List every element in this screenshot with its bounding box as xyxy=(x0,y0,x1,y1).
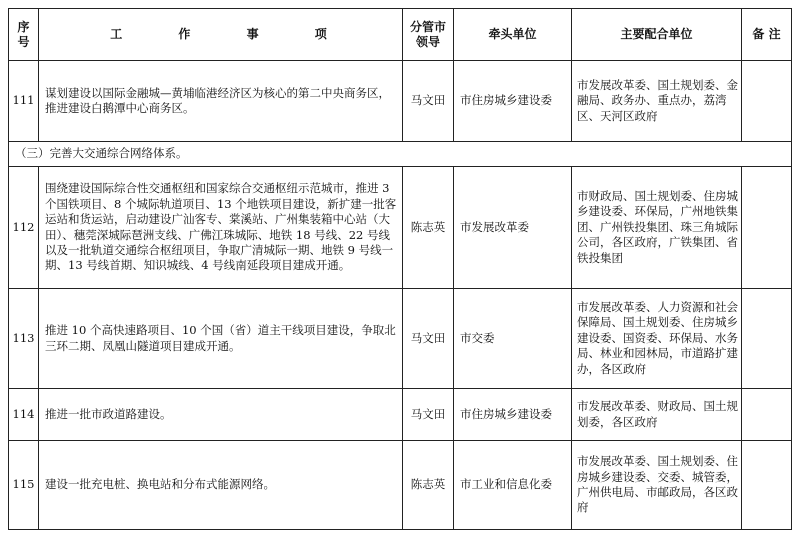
row-partners: 市发展改革委、国土规划委、住房城乡建设委、交委、城管委，广州供电局、市邮政局，各区政府 xyxy=(572,441,742,530)
row-lead-unit: 市发展改革委 xyxy=(454,167,572,289)
row-partners: 市财政局、国土规划委、住房城乡建设委、环保局，广州地铁集团、广州铁投集团、珠三角城际公司，各区政府，广铁集团、省铁投集团 xyxy=(572,167,742,289)
row-remark xyxy=(742,61,792,142)
section-title: （三）完善大交通综合网络体系。 xyxy=(9,142,792,167)
table-row xyxy=(9,289,792,389)
header-item: 工 作 事 项 xyxy=(39,9,403,61)
task-table xyxy=(8,8,792,530)
header-leader: 分管市领导 xyxy=(403,9,454,61)
row-item: 推进一批市政道路建设。 xyxy=(39,389,403,441)
header-no: 序号 xyxy=(9,9,39,61)
row-remark xyxy=(742,167,792,289)
table-row xyxy=(9,389,792,441)
row-no: 112 xyxy=(9,167,39,289)
row-lead-unit: 市住房城乡建设委 xyxy=(454,389,572,441)
row-remark xyxy=(742,389,792,441)
table-row xyxy=(9,441,792,530)
row-no: 111 xyxy=(9,61,39,142)
row-partners: 市发展改革委、财政局、国土规划委，各区政府 xyxy=(572,389,742,441)
table-row xyxy=(9,61,792,142)
table-row xyxy=(9,167,792,289)
row-item: 推进 10 个高快速路项目、10 个国（省）道主干线项目建设，争取北三环二期、凤凰山隧道项目建成开通。 xyxy=(39,289,403,389)
row-leader: 陈志英 xyxy=(403,441,454,530)
header-row xyxy=(9,9,792,61)
row-partners: 市发展改革委、人力资源和社会保障局、国土规划委、住房城乡建设委、国资委、环保局、水务局、林业和园林局，市道路扩建办，各区政府 xyxy=(572,289,742,389)
row-item: 建设一批充电桩、换电站和分布式能源网络。 xyxy=(39,441,403,530)
task-table-sheet xyxy=(8,8,791,530)
row-no: 114 xyxy=(9,389,39,441)
row-leader: 马文田 xyxy=(403,289,454,389)
header-partners: 主要配合单位 xyxy=(572,9,742,61)
row-partners: 市发展改革委、国土规划委、金融局、政务办、重点办，荔湾区、天河区政府 xyxy=(572,61,742,142)
row-lead-unit: 市住房城乡建设委 xyxy=(454,61,572,142)
row-no: 115 xyxy=(9,441,39,530)
row-item: 谋划建设以国际金融城—黄埔临港经济区为核心的第二中央商务区，推进建设白鹅潭中心商务区。 xyxy=(39,61,403,142)
row-lead-unit: 市工业和信息化委 xyxy=(454,441,572,530)
row-lead-unit: 市交委 xyxy=(454,289,572,389)
row-remark xyxy=(742,441,792,530)
row-leader: 马文田 xyxy=(403,61,454,142)
row-item: 围绕建设国际综合性交通枢纽和国家综合交通枢纽示范城市，推进 3 个国铁项目、8 个城际轨道项目、13 个地铁项目建设，新扩建一批客运站和货运站，启动建设广汕客专、棠溪站、广州集装箱中心站（大田）、穗莞深城际琶洲支线、广佛江珠城际、地铁 18 号线、22 号线以及一批轨道交通综合枢纽项目，争取广清城际一期、地铁 9 号线一期、13 号线首期、知识城线、4 号线南延段项目建成开通。 xyxy=(39,167,403,289)
row-leader: 马文田 xyxy=(403,389,454,441)
row-leader: 陈志英 xyxy=(403,167,454,289)
header-remark: 备 注 xyxy=(742,9,792,61)
row-remark xyxy=(742,289,792,389)
row-no: 113 xyxy=(9,289,39,389)
header-lead-unit: 牵头单位 xyxy=(454,9,572,61)
section-row xyxy=(9,142,792,167)
